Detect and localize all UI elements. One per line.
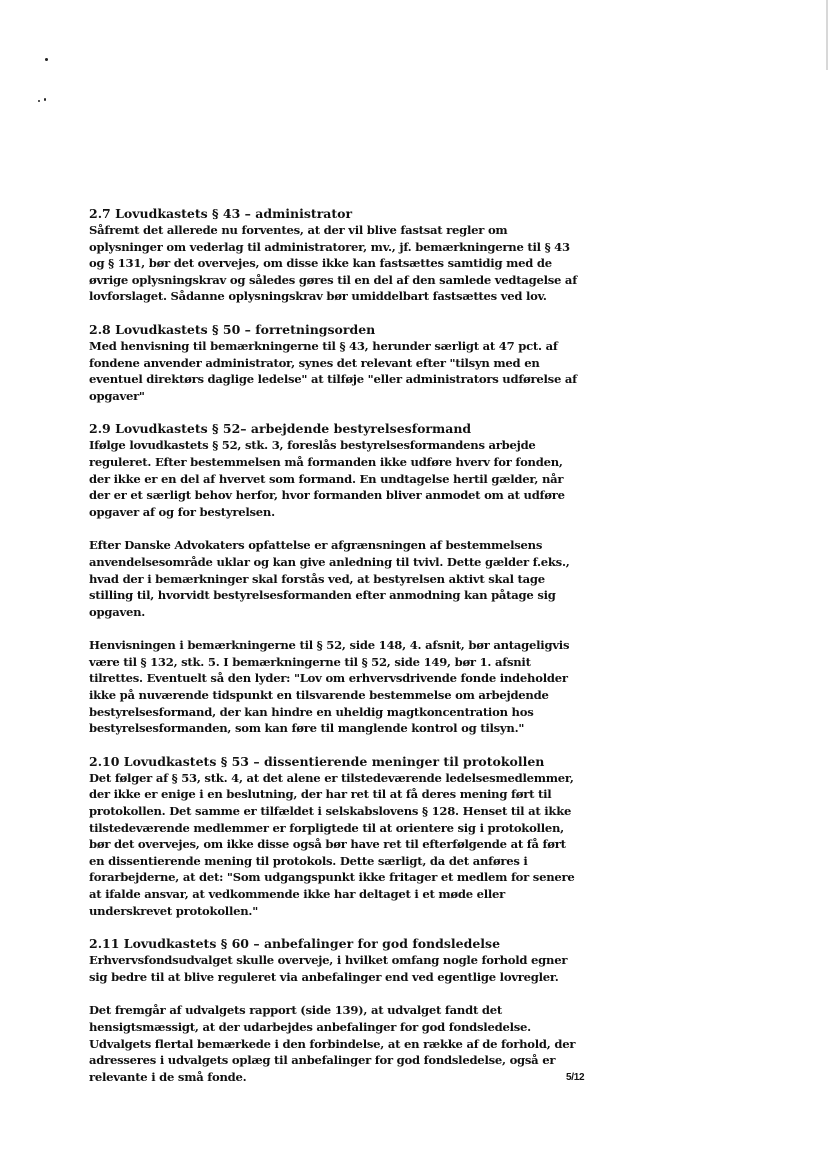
section-2-10: [89, 754, 579, 919]
section-paragraph: Med henvisning til bemærkningerne til § 43, herunder særligt at 47 pct. af fondene anvender administrator, synes det relevant efter "tilsyn med en eventuel direktørs daglige ledelse" at tilføje "eller administrators udførelse af opgaver": [89, 338, 577, 403]
document-body: [89, 206, 579, 1102]
section-heading: 2.11 Lovudkastets § 60 – anbefalinger for god fondsledelse: [89, 936, 501, 952]
section-paragraph: Erhvervsfondsudvalget skulle overveje, i hvilket omfang nogle forhold egner sig bedre til at blive reguleret via anbefalinger end ved egentlige lovregler.: [89, 953, 568, 984]
section-paragraph: Såfremt det allerede nu forventes, at der vil blive fastsat regler om oplysninger om vederlag til administratorer, mv., jf. bemærkningerne til § 43 og § 131, bør det overvejes, om disse ikke kan fastsættes samtidig med de øvrige oplysningskrav og således gøres til en del af den samlede vedtagelse af lovforslaget. Sådanne oplysningskrav bør umiddelbart fastsættes ved lov.: [89, 223, 577, 304]
scan-speck: [38, 100, 40, 102]
section-paragraph: Det følger af § 53, stk. 4, at det alene er tilstedeværende ledelsesmedlemmer, der ikke er enige i en beslutning, der har ret til at få deres mening ført til protokollen. Det samme er tilfældet i selskabslovens § 128. Henset til at ikke tilstedeværende medlemmer er forpligtede til at orientere sig i protokollen, bør det overvejes, om ikke disse også bør have ret til efterfølgende at få ført en dissentierende mening til protokols. Dette særligt, da det anføres i forarbejderne, at det: "Som udgangspunkt ikke fritager et medlem for senere at ifalde ansvar, at vedkommende ikke har deltaget i et møde eller underskrevet protokollen.": [89, 770, 575, 918]
section-heading: 2.7 Lovudkastets § 43 – administrator: [89, 206, 353, 221]
section-paragraph: Henvisningen i bemærkningerne til § 52, side 148, 4. afsnit, bør antageligvis være til § 132, stk. 5. I bemærkningerne til § 52, side 149, bør 1. afsnit tilrettes. Eventuelt så den lyder: "Lov om erhvervsdrivende fonde indeholder ikke på nuværende tidspunkt en tilsvarende bestemmelse om arbejdende bestyrelsesformand, der kan hindre en uheldig magtkoncentration hos bestyrelsesformanden, som kan føre til manglende kontrol og tilsyn.": [89, 638, 570, 736]
section-paragraph: Efter Danske Advokaters opfattelse er afgrænsningen af bestemmelsens anvendelsesområde uklar og kan give anledning til tvivl. Dette gælder f.eks., hvad der i bemærkninger skal forstås ved, at bestyrelsen aktivt skal tage stilling til, hvorvidt bestyrelsesformanden efter anmodning kan påtage sig opgaven.: [89, 538, 570, 619]
page-number: 5/12: [566, 1072, 585, 1083]
section-2-11: [89, 936, 579, 1085]
section-paragraph: Det fremgår af udvalgets rapport (side 139), at udvalget fandt det hensigtsmæssigt, at der udarbejdes anbefalinger for god fondsledelse. Udvalgets flertal bemærkede i den forbindelse, at en række af de forhold, der adresseres i udvalgets oplæg til anbefalinger for god fondsledelse, også er relevante i de små fonde.: [89, 1003, 576, 1084]
section-2-8: [89, 322, 579, 404]
section-2-7: [89, 206, 579, 305]
section-heading: 2.10 Lovudkastets § 53 – dissentierende meninger til protokollen: [89, 753, 545, 769]
section-paragraph: Ifølge lovudkastets § 52, stk. 3, foreslås bestyrelsesformandens arbejde reguleret. Efter bestemmelsen må formanden ikke udføre hverv for fonden, der ikke er en del af hvervet som formand. En undtagelse hertil gælder, når der er et særligt behov herfor, hvor formanden bliver anmodet om at udføre opgaver af og for bestyrelsen.: [89, 438, 565, 519]
section-2-9: [89, 421, 579, 737]
scan-speck: [44, 98, 46, 101]
scan-speck: [45, 58, 48, 61]
section-heading: 2.9 Lovudkastets § 52– arbejdende bestyrelsesformand: [89, 421, 472, 437]
section-heading: 2.8 Lovudkastets § 50 – forretningsorden: [89, 321, 376, 337]
